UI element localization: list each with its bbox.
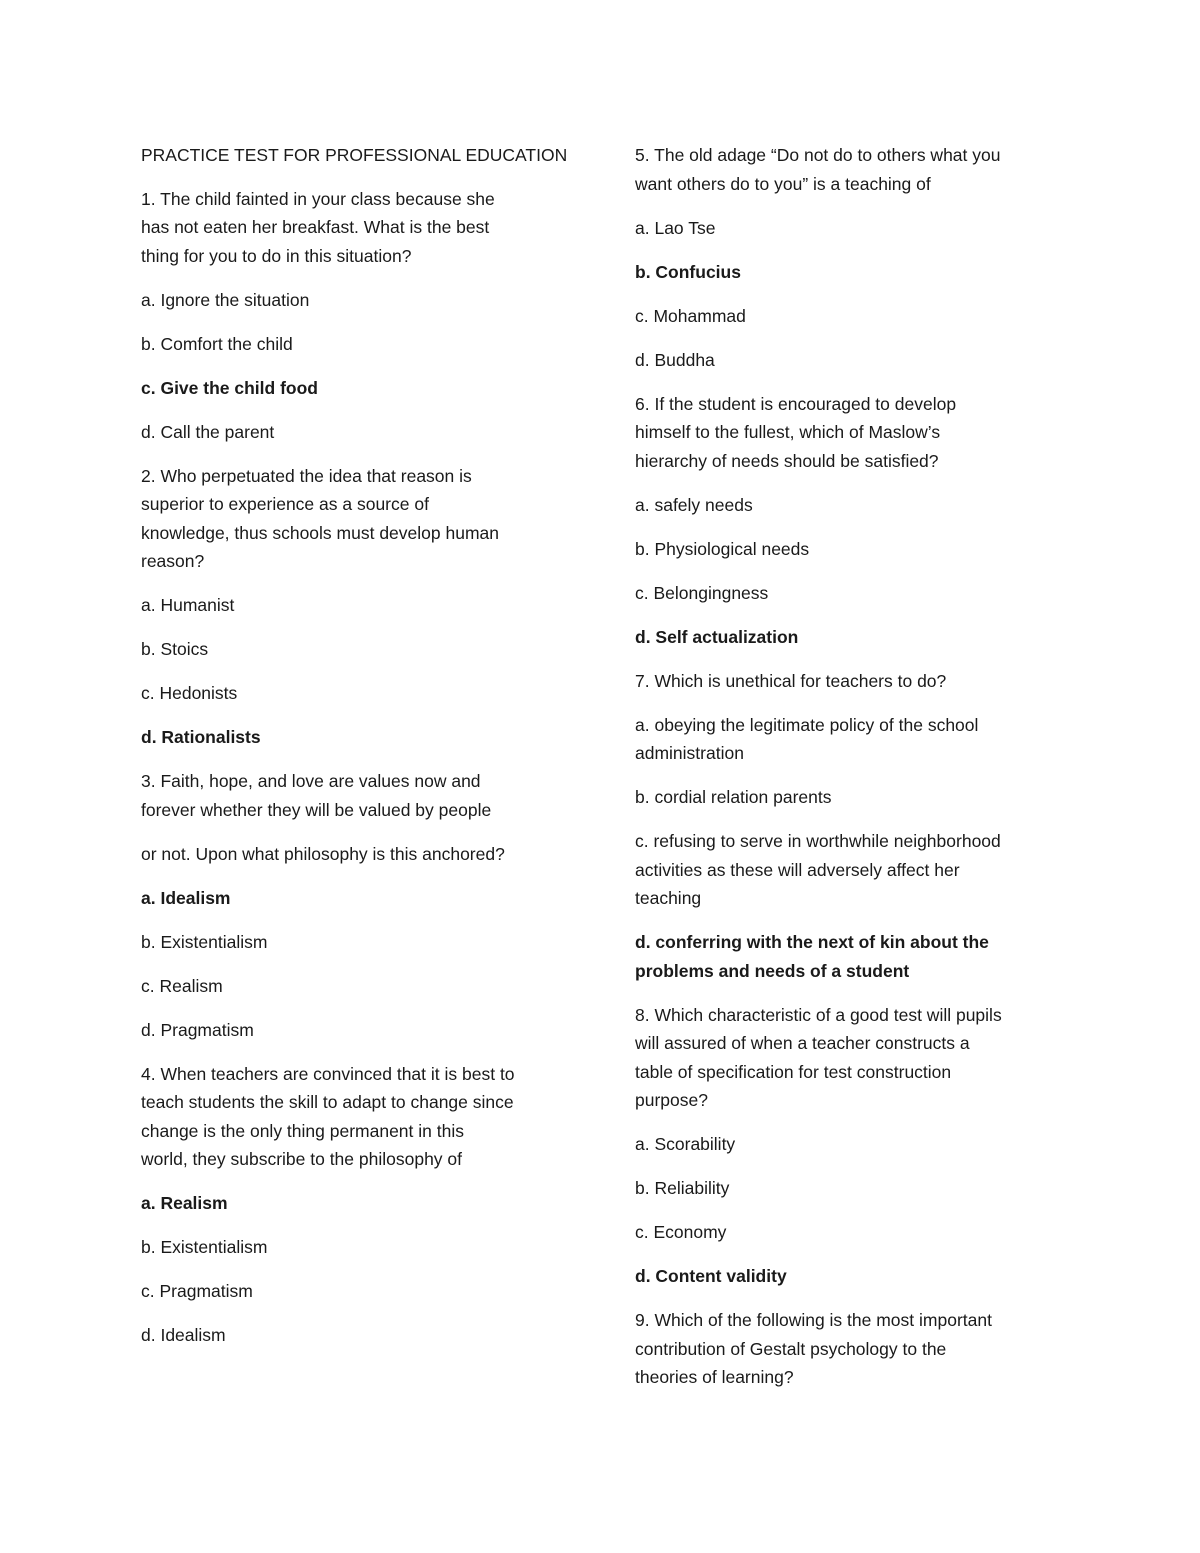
question-text: 9. Which of the following is the most important contribution of Gestalt psychology to the theories of learning?	[635, 1310, 992, 1387]
question-text: 1. The child fainted in your class because she has not eaten her breakfast. What is the best thing for you to do in this situation?	[141, 188, 495, 266]
question-text: 3. Faith, hope, and love are values now and forever whether they will be valued by people	[141, 771, 492, 820]
answer-option: b. Physiological needs	[635, 538, 810, 559]
question-text: 7. Which is unethical for teachers to do?	[635, 670, 947, 691]
answer-option: a. Humanist	[141, 595, 235, 615]
answer-option: d. Pragmatism	[141, 1019, 254, 1040]
left-column	[141, 141, 581, 1365]
answer-option: d. Buddha	[635, 349, 715, 370]
question-text: 2. Who perpetuated the idea that reason is superior to experience as a source of knowledge, thus schools must develop human reason?	[141, 465, 499, 571]
right-column-items	[635, 141, 1075, 1392]
answer-option: a. Ignore the situation	[141, 289, 310, 310]
document-title: PRACTICE TEST FOR PROFESSIONAL EDUCATION	[141, 145, 568, 165]
answer-option-correct: c. Give the child food	[141, 377, 318, 398]
answer-option: a. Scorability	[635, 1134, 736, 1154]
answer-option: b. Comfort the child	[141, 333, 293, 354]
question-text: 4. When teachers are convinced that it is best to teach students the skill to adapt to change since change is the only thing permanent in this world, they subscribe to the philosophy of	[141, 1063, 515, 1169]
answer-option: c. Mohammad	[635, 305, 746, 326]
answer-option: c. Belongingness	[635, 582, 769, 603]
answer-option: b. Existentialism	[141, 931, 268, 952]
answer-option: d. Idealism	[141, 1325, 226, 1345]
question-text: 5. The old adage “Do not do to others what you want others do to you” is a teaching of	[635, 145, 1001, 194]
answer-option: c. refusing to serve in worthwhile neighborhood activities as these will adversely affect her teaching	[635, 831, 1001, 908]
answer-option: b. Existentialism	[141, 1237, 268, 1257]
answer-option-correct: a. Realism	[141, 1193, 228, 1213]
answer-option: a. obeying the legitimate policy of the school administration	[635, 714, 979, 763]
question-text: 6. If the student is encouraged to develop himself to the fullest, which of Maslow’s hierarchy of needs should be satisfied?	[635, 393, 957, 471]
answer-option: b. Reliability	[635, 1178, 730, 1198]
answer-option-correct: d. Content validity	[635, 1266, 787, 1286]
answer-option: c. Hedonists	[141, 683, 238, 703]
answer-option: a. safely needs	[635, 494, 753, 515]
answer-option-correct: d. Rationalists	[141, 727, 261, 747]
answer-option: or not. Upon what philosophy is this anchored?	[141, 843, 505, 864]
answer-option-correct: a. Idealism	[141, 887, 231, 908]
answer-option: d. Call the parent	[141, 421, 275, 442]
answer-option: b. cordial relation parents	[635, 787, 832, 807]
answer-option-correct: d. Self actualization	[635, 626, 799, 647]
answer-option: b. Stoics	[141, 639, 209, 659]
answer-option: c. Economy	[635, 1222, 727, 1242]
left-column-items	[141, 185, 581, 1350]
right-column	[635, 141, 1075, 1407]
answer-option-correct: d. conferring with the next of kin about the problems and needs of a student	[635, 932, 989, 981]
question-text: 8. Which characteristic of a good test will pupils will assured of when a teacher constructs a table of specification for test construction purpose?	[635, 1004, 1002, 1110]
answer-option: a. Lao Tse	[635, 217, 716, 238]
answer-option-correct: b. Confucius	[635, 261, 741, 282]
answer-option: c. Realism	[141, 975, 223, 996]
answer-option: c. Pragmatism	[141, 1281, 253, 1301]
